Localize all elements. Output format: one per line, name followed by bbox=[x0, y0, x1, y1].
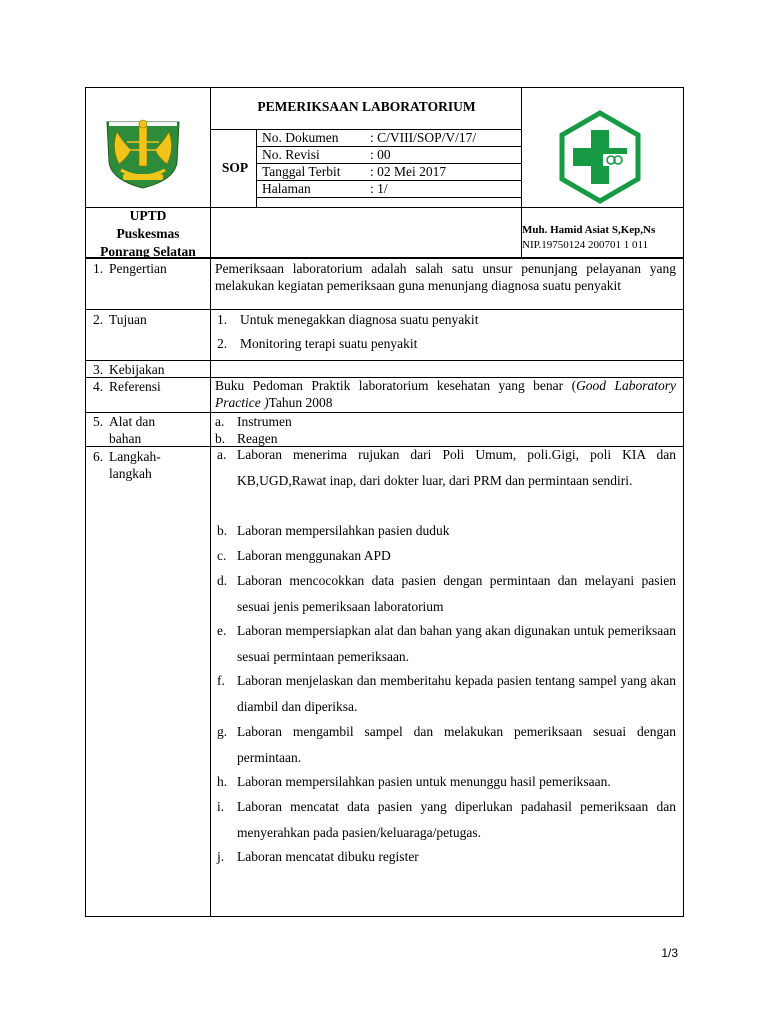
item-text: Reagen bbox=[237, 431, 278, 446]
section-number: 1. bbox=[93, 261, 104, 276]
meta-value: : 1/ bbox=[370, 181, 388, 196]
signer-nip: NIP.19750124 200701 1 011 bbox=[522, 239, 649, 251]
referensi-text-start: Buku Pedoman Praktik laboratorium kesehatan yang benar ( bbox=[215, 378, 577, 393]
section-number: 3. bbox=[93, 362, 104, 377]
step-marker: c. bbox=[217, 548, 227, 563]
section-label: Pengertian bbox=[109, 261, 167, 276]
step-marker: f. bbox=[217, 673, 225, 688]
regional-emblem-icon bbox=[103, 112, 183, 192]
step-marker: h. bbox=[217, 774, 228, 789]
sop-label: SOP bbox=[221, 160, 249, 175]
item-marker: 1. bbox=[217, 312, 228, 327]
step-text: Laboran menerima rujukan dari Poli Umum, poli.Gigi, poli KIA dan KB,UGD,Rawat inap, dari dokter luar, dari PRM dan permintaan sendiri. bbox=[237, 447, 676, 488]
org-line-2: Puskesmas bbox=[116, 226, 180, 241]
section-label-cont: langkah bbox=[109, 466, 152, 481]
meta-key: Tanggal Terbit bbox=[262, 164, 341, 179]
section-number: 2. bbox=[93, 312, 104, 327]
item-text: Instrumen bbox=[237, 414, 292, 429]
step-text: Laboran mempersilahkan pasien duduk bbox=[237, 523, 450, 538]
puskesmas-logo-icon bbox=[553, 110, 647, 204]
row-line-4 bbox=[85, 412, 684, 413]
meta-key: No. Revisi bbox=[262, 147, 320, 162]
section-label: Referensi bbox=[109, 379, 161, 394]
step-marker: e. bbox=[217, 623, 227, 638]
meta-key: No. Dokumen bbox=[262, 130, 339, 145]
item-text: Monitoring terapi suatu penyakit bbox=[240, 336, 418, 351]
document-title: PEMERIKSAAN LABORATORIUM bbox=[257, 99, 476, 114]
step-marker: d. bbox=[217, 573, 228, 588]
meta-line-4 bbox=[256, 197, 521, 198]
org-line-3: Ponrang Selatan bbox=[100, 244, 196, 259]
section-label: Langkah- bbox=[109, 449, 161, 464]
meta-value: : C/VIII/SOP/V/17/ bbox=[370, 130, 477, 145]
step-text: Laboran mencocokkan data pasien dengan permintaan dan melayani pasien sesuai jenis pemeriksaan laboratorium bbox=[237, 573, 676, 614]
section-label: Kebijakan bbox=[109, 362, 165, 377]
row-line-2 bbox=[85, 360, 684, 361]
step-text: Laboran mencatat data pasien yang diperlukan padahasil pemeriksaan dan menyerahkan pada pasien/keluaraga/petugas. bbox=[237, 799, 676, 840]
step-text: Laboran mengambil sampel dan melakukan pemeriksaan sesuai dengan permintaan. bbox=[237, 724, 676, 765]
organization-name bbox=[86, 207, 210, 261]
meta-value: : 02 Mei 2017 bbox=[370, 164, 447, 179]
referensi-text bbox=[215, 378, 676, 411]
item-marker: a. bbox=[215, 414, 225, 429]
step-text: Laboran menggunakan APD bbox=[237, 548, 391, 563]
section-number: 4. bbox=[93, 379, 104, 394]
step-marker: j. bbox=[217, 849, 225, 864]
section-label: Tujuan bbox=[109, 312, 147, 327]
section-label-cont: bahan bbox=[109, 431, 142, 446]
meta-key: Halaman bbox=[262, 181, 311, 196]
step-marker: g. bbox=[217, 724, 228, 739]
item-marker: 2. bbox=[217, 336, 228, 351]
step-marker: i. bbox=[217, 799, 225, 814]
section-number: 6. bbox=[93, 449, 104, 464]
section-label: Alat dan bbox=[109, 414, 156, 429]
referensi-italic-title: Good Laboratory Practice ) bbox=[215, 378, 676, 410]
item-text: Untuk menegakkan diagnosa suatu penyakit bbox=[240, 312, 479, 327]
signer-name: Muh. Hamid Asiat S,Kep,Ns bbox=[522, 224, 656, 236]
row-line-1 bbox=[85, 309, 684, 310]
step-text: Laboran mempersilahkan pasien untuk menunggu hasil pemeriksaan. bbox=[237, 774, 611, 789]
step-marker: b. bbox=[217, 523, 228, 538]
item-marker: b. bbox=[215, 431, 226, 446]
section-number: 5. bbox=[93, 414, 104, 429]
step-text: Laboran menjelaskan dan memberitahu kepada pasien tentang sampel yang akan diambil dan diperiksa. bbox=[237, 673, 676, 714]
page-number: 1/3 bbox=[661, 946, 678, 960]
pengertian-text: Pemeriksaan laboratorium adalah salah satu unsur penunjang pelayanan yang melakukan kegiatan pemeriksaan guna menunjang diagnosa suatu penyakit bbox=[215, 261, 676, 293]
step-text: Laboran mencatat dibuku register bbox=[237, 849, 419, 864]
body-column-divider bbox=[210, 258, 211, 917]
step-marker: a. bbox=[217, 447, 227, 462]
org-line-1: UPTD bbox=[129, 208, 167, 223]
header-divider-left bbox=[210, 87, 211, 258]
step-text: Laboran mempersiapkan alat dan bahan yang akan digunakan untuk pemeriksaan sesuai permintaan pemeriksaan. bbox=[237, 623, 676, 664]
meta-value: : 00 bbox=[370, 147, 391, 162]
referensi-text-end: Tahun 2008 bbox=[268, 394, 333, 410]
